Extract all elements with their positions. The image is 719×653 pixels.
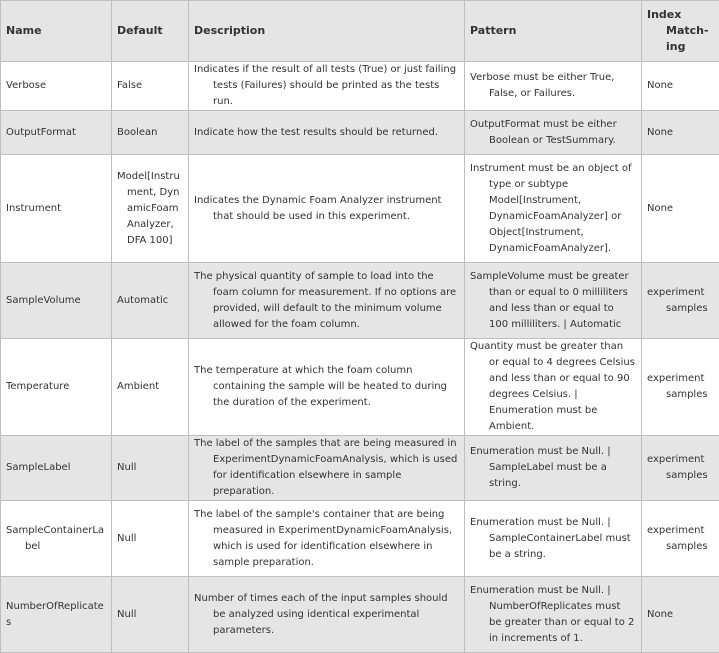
option-pattern-text: Quantity must be greater than or equal to 4 degrees Celsius and less than or equal to 90 degrees Celsius. | Enumeration must be Ambient. <box>470 339 636 435</box>
option-description <box>189 62 465 111</box>
option-pattern <box>465 155 642 263</box>
option-index-matching <box>642 501 719 577</box>
option-description-text: Number of times each of the input samples should be analyzed using identical experimental parameters. <box>194 591 459 639</box>
option-pattern <box>465 577 642 653</box>
option-description <box>189 155 465 263</box>
option-default-text: Model[Instrument, DynamicFoamAnalyzer, DFA 100] <box>117 169 183 249</box>
option-name: NumberOfReplicates <box>1 577 112 653</box>
option-pattern-text: Enumeration must be Null. | NumberOfReplicates must be greater than or equal to 2 in increments of 1. <box>470 583 636 647</box>
option-default <box>112 263 189 339</box>
option-index-matching-text: experiment samples <box>647 452 714 484</box>
option-default <box>112 62 189 111</box>
table-row <box>1 62 719 111</box>
option-index-matching-text: experiment samples <box>647 523 714 555</box>
option-description-text: The label of the samples that are being measured in ExperimentDynamicFoamAnalysis, which is used for identification elsewhere in sample preparation. <box>194 436 459 500</box>
col-header-index-matching <box>642 1 719 62</box>
option-pattern-text: SampleVolume must be greater than or equal to 0 milliliters and less than or equal to 100 milliliters. | Automatic <box>470 269 636 333</box>
option-default-text: Null <box>117 531 183 547</box>
option-description <box>189 111 465 155</box>
option-index-matching <box>642 111 719 155</box>
option-pattern <box>465 436 642 501</box>
option-default <box>112 501 189 577</box>
option-description-text: The label of the sample's container that are being measured in ExperimentDynamicFoamAnalysis, which is used for identification elsewhere in sample preparation. <box>194 507 459 571</box>
option-index-matching-text: None <box>647 125 714 141</box>
option-default-text: Automatic <box>117 293 183 309</box>
option-name <box>1 501 112 577</box>
table-row <box>1 436 719 501</box>
option-index-matching <box>642 263 719 339</box>
col-header-index-matching-text: Index Match-ing <box>647 7 714 55</box>
table-row <box>1 111 719 155</box>
option-index-matching <box>642 155 719 263</box>
header-row <box>1 1 719 62</box>
option-description <box>189 339 465 436</box>
option-pattern <box>465 339 642 436</box>
option-pattern <box>465 263 642 339</box>
table-row <box>1 155 719 263</box>
option-index-matching-text: None <box>647 78 714 94</box>
option-pattern <box>465 501 642 577</box>
option-description-text: The temperature at which the foam column containing the sample will be heated to during the duration of the experiment. <box>194 363 459 411</box>
option-index-matching-text: experiment samples <box>647 371 714 403</box>
option-pattern-text: Enumeration must be Null. | SampleLabel must be a string. <box>470 444 636 492</box>
option-description <box>189 263 465 339</box>
option-name: SampleLabel <box>1 436 112 501</box>
option-default-text: Boolean <box>117 125 183 141</box>
col-header-name: Name <box>1 1 112 62</box>
option-description-text: The physical quantity of sample to load into the foam column for measurement. If no options are provided, will default to the minimum volume allowed for the foam column. <box>194 269 459 333</box>
option-description <box>189 577 465 653</box>
option-name: Temperature <box>1 339 112 436</box>
option-name: Instrument <box>1 155 112 263</box>
option-name: Verbose <box>1 62 112 111</box>
option-default <box>112 155 189 263</box>
table-row <box>1 263 719 339</box>
option-name-text: SampleContainerLabel <box>6 523 106 555</box>
col-header-pattern: Pattern <box>465 1 642 62</box>
table-row <box>1 577 719 653</box>
option-default-text: Null <box>117 460 183 476</box>
option-pattern <box>465 62 642 111</box>
option-default <box>112 436 189 501</box>
option-pattern-text: Verbose must be either True, False, or Failures. <box>470 70 636 102</box>
option-index-matching <box>642 436 719 501</box>
option-default <box>112 111 189 155</box>
option-pattern <box>465 111 642 155</box>
option-default <box>112 577 189 653</box>
option-index-matching-text: experiment samples <box>647 285 714 317</box>
col-header-default: Default <box>112 1 189 62</box>
table-row <box>1 339 719 436</box>
col-header-description: Description <box>189 1 465 62</box>
option-index-matching <box>642 339 719 436</box>
option-pattern-text: OutputFormat must be either Boolean or TestSummary. <box>470 117 636 149</box>
option-index-matching-text: None <box>647 607 714 623</box>
option-description-text: Indicates if the result of all tests (True) or just failing tests (Failures) should be printed as the tests run. <box>194 62 459 110</box>
option-name: OutputFormat <box>1 111 112 155</box>
table-row <box>1 501 719 577</box>
option-default <box>112 339 189 436</box>
option-index-matching <box>642 62 719 111</box>
option-description <box>189 501 465 577</box>
option-description <box>189 436 465 501</box>
option-description-text: Indicate how the test results should be returned. <box>194 125 459 141</box>
option-default-text: Ambient <box>117 379 183 395</box>
option-default-text: False <box>117 78 183 94</box>
option-index-matching <box>642 577 719 653</box>
option-default-text: Null <box>117 607 183 623</box>
option-pattern-text: Instrument must be an object of type or subtype Model[Instrument, DynamicFoamAnalyzer] or Object[Instrument, DynamicFoamAnalyzer]. <box>470 161 636 257</box>
option-name: SampleVolume <box>1 263 112 339</box>
option-pattern-text: Enumeration must be Null. | SampleContainerLabel must be a string. <box>470 515 636 563</box>
option-index-matching-text: None <box>647 201 714 217</box>
option-description-text: Indicates the Dynamic Foam Analyzer instrument that should be used in this experiment. <box>194 193 459 225</box>
